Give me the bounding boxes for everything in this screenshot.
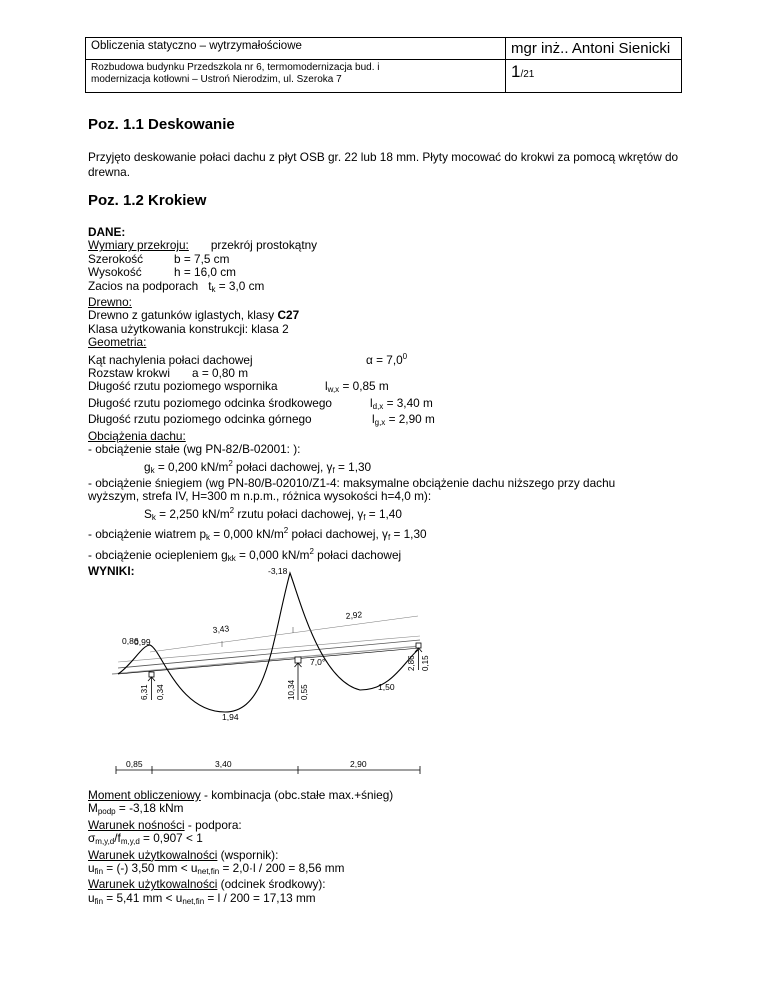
szerokosc-line: Szerokość b = 7,5 cm — [88, 251, 230, 266]
kat-line: Kąt nachylenia połaci dachowej $\alpha = 7,0^0$ — [88, 351, 408, 367]
dane-label: DANE: — [88, 225, 126, 239]
moment-label-194: 1,94 — [222, 712, 239, 722]
moment-label-left-a: 0,86 — [122, 636, 139, 646]
uzytkowalnosc-1-line: Warunek użytkowalności (wspornik): — [88, 847, 279, 862]
sigma-line: $\sigma_{m,y,d}/f_{m,y,d} = 0,907 < 1$ — [88, 831, 203, 847]
mpodp-line: $M_{podp} = -3,18$ kNm — [88, 801, 184, 817]
dlugosc-3-line: Długość rzutu poziomego odcinka górnego $l_{g,x} = 2,90$ m — [88, 412, 435, 428]
section-1-heading: Poz. 1.1 Deskowanie — [88, 116, 235, 133]
author: mgr inż.. Antoni Sienicki — [506, 38, 682, 60]
obc-snieg-2: wyższym, strefa IV, H=300 m n.p.m., różnica wysokości h=4,0 m): — [88, 489, 432, 504]
drewno-label: Drewno: — [88, 295, 132, 310]
support-2 — [295, 657, 301, 663]
reaction-3b: 0,15 — [421, 655, 430, 671]
dim-label-2: 3,40 — [215, 759, 232, 769]
obc-stale-value: $g_k = 0,200$ $kN/m^2$ połaci dachowej, $\gamma_f = 1,30$ — [144, 458, 372, 475]
section-1-text: Przyjęto deskowanie połaci dachu z płyt OSB gr. 22 lub 18 mm. Płyty mocować do krokwi za pomocą wkrętów do drewna. — [88, 150, 679, 179]
obciazenia-label: Obciążenia dachu: — [88, 428, 186, 443]
wyniki-label: WYNIKI: — [88, 563, 135, 578]
drewno-line: Drewno z gatunków iglastych, klasy C27 — [88, 308, 300, 323]
support-1 — [149, 672, 154, 677]
rafter-line-3 — [118, 636, 420, 662]
zacios-line: Zacios na podporach $t_k = 3,0$ cm — [88, 278, 265, 294]
nosnosc-line: Warunek nośności - podpora: — [88, 817, 242, 832]
ugiecie-2-line: $u_{fin} = 5,41$ mm < $u_{net,fin} = l / 200 = 17,13$ mm — [88, 890, 316, 906]
obc-snieg-value: $S_k = 2,250$ $kN/m^2$ rzutu połaci dachowej, $\gamma_f = 1,40$ — [144, 505, 402, 522]
moment-line: Moment obliczeniowy - kombinacja (obc.stałe max.+śnieg) — [88, 788, 394, 802]
angle-label: 7,0° — [310, 657, 326, 667]
results — [88, 789, 708, 908]
reaction-1a: 6,31 — [140, 684, 149, 700]
moment-label-343: 3,43 — [212, 623, 230, 635]
obc-ocieplenie: - obciążenie ociepleniem $g_{kk} = 0,000$ $kN/m^2$ połaci dachowej — [88, 546, 402, 563]
moment-label-top: -3,18 — [268, 566, 288, 576]
wymiary-line: Wymiary przekroju: przekrój prostokątny — [88, 238, 318, 253]
geometria-label: Geometria: — [88, 335, 147, 350]
obc-stale: - obciążenie stałe (wg PN-82/B-02001: ): — [88, 442, 301, 457]
wysokosc-line: Wysokość h = 16,0 cm — [88, 265, 236, 280]
moment-label-left-b: 0,99 — [134, 637, 151, 647]
tangent-line — [150, 616, 418, 652]
ugiecie-1-line: $u_{fin}$ = (-) 3,50 mm < $u_{net,fin} = 2,0\cdot l / 200 = 8,56$ mm — [88, 861, 345, 877]
moment-label-292: 2,92 — [345, 609, 363, 621]
rozstaw-line: Rozstaw krokwi a = 0,80 m — [88, 366, 249, 381]
support-3 — [416, 643, 421, 648]
dim-label-3: 2,90 — [350, 759, 367, 769]
klasa-line: Klasa użytkowania konstrukcji: klasa 2 — [88, 321, 289, 336]
project-description: Rozbudowa budynku Przedszkola nr 6, termomodernizacja bud. i modernizacja kotłowni – Ustroń Nierodzim, ul. Szeroka 7 — [86, 60, 506, 93]
reaction-2b: 0,55 — [300, 684, 309, 700]
obc-snieg-1: - obciążenie śniegiem (wg PN-80/B-02010/Z1-4: maksymalne obciążenie dachu niższego przy dachu — [88, 475, 616, 490]
section-2-heading: Poz. 1.2 Krokiew — [88, 192, 207, 209]
reaction-1b: 0,34 — [156, 684, 165, 700]
dlugosc-2-line: Długość rzutu poziomego odcinka środkowego $l_{d,x} = 3,40$ m — [88, 395, 433, 411]
reaction-2a: 10,34 — [287, 679, 296, 700]
dlugosc-1-line: Długość rzutu poziomego wspornika $l_{w,x} = 0,85$ m — [88, 379, 389, 395]
uzytkowalnosc-2-line: Warunek użytkowalności (odcinek środkowy): — [88, 877, 326, 892]
doc-title: Obliczenia statyczno – wytrzymałościowe — [86, 38, 506, 60]
dim-label-1: 0,85 — [126, 759, 143, 769]
reaction-3a: 2,86 — [407, 655, 416, 671]
obc-wiatr: - obciążenie wiatrem $p_k = 0,000$ $kN/m^2$ połaci dachowej, $\gamma_f = 1,30$ — [88, 526, 427, 543]
page-number: 1/21 — [506, 60, 682, 93]
moment-label-150: 1,50 — [378, 682, 395, 692]
